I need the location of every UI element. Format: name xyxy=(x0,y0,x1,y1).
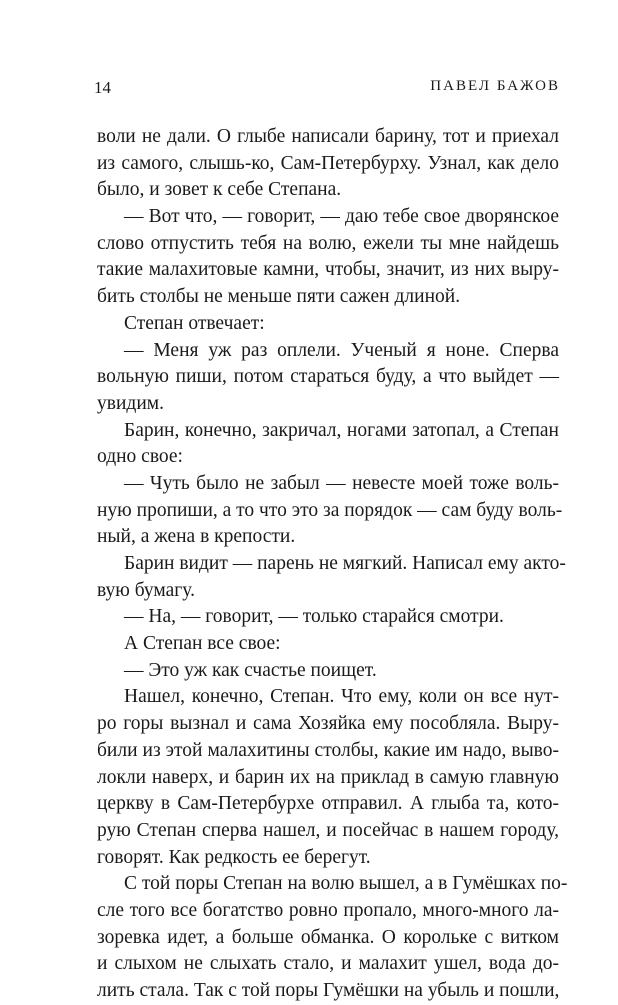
text-line: вольную пиши, потом стараться буду, а что выйдет — xyxy=(97,366,559,388)
text-line: — Меня уж раз оплели. Ученый я ноне. Сперва xyxy=(124,339,559,361)
text-line: было, и зовет к себе Степана. xyxy=(97,179,342,201)
text-line: и слыхом не слыхать стало, и малахит ушел, вода до- xyxy=(97,953,559,975)
text-line: церкву в Сам-Петербурхе отправил. А глыба та, кото- xyxy=(97,793,559,815)
text-line: сле того все богатство ровно пропало, много-много ла- xyxy=(97,899,559,921)
text-line: ро горы вызнал и сама Хозяйка ему пособляла. Выру- xyxy=(97,713,559,735)
text-line: ную пропиши, а то что это за порядок — сам буду воль- xyxy=(97,499,563,521)
text-line: из самого, слышь-ко, Сам-Петербурху. Узнал, как дело xyxy=(97,152,559,174)
text-line: рую Степан сперва нашел, и посейчас в нашем городу, xyxy=(97,819,559,841)
text-line: лить стала. Так с той поры Гумёшки на убыль и пошли, xyxy=(97,980,560,1001)
page-number: 14 xyxy=(94,78,111,97)
text-line: Нашел, конечно, Степан. Что ему, коли он все нут- xyxy=(124,686,559,708)
text-line: — Вот что, — говорит, — даю тебе свое дворянское xyxy=(124,206,559,228)
text-line: Барин, конечно, закричал, ногами затопал, а Степан xyxy=(124,419,559,441)
text-line: говорят. Как редкость ее берегут. xyxy=(97,846,371,868)
text-line: увидим. xyxy=(97,392,164,414)
text-line: С той поры Степан на волю вышел, а в Гумёшках по- xyxy=(124,873,568,895)
text-line: такие малахитовые камни, чтобы, значит, из них выру- xyxy=(97,259,559,281)
text-line: вую бумагу. xyxy=(97,579,195,601)
text-line: А Степан все свое: xyxy=(124,633,281,655)
text-line: Степан отвечает: xyxy=(124,312,265,334)
body-text xyxy=(97,124,568,1005)
text-line: слово отпустить тебя на волю, ежели ты мне найдешь xyxy=(97,232,559,254)
text-line: локли наверх, и барин их на приклад в самую главную xyxy=(97,766,559,788)
running-head xyxy=(94,78,560,102)
text-line: били из этой малахитины столбы, какие им надо, выво- xyxy=(97,739,559,761)
text-line: зоревка идет, а больше обманка. О корольке с витком xyxy=(97,926,559,948)
running-title-author: ПАВЕЛ БАЖОВ xyxy=(430,78,560,94)
text-line: одно свое: xyxy=(97,446,183,468)
text-line: воли не дали. О глыбе написали барину, тот и приехал xyxy=(97,126,559,147)
text-line: ный, а жена в крепости. xyxy=(97,526,296,548)
text-line: — Чуть было не забыл — невесте моей тоже воль- xyxy=(124,472,559,494)
text-line: — На, — говорит, — только старайся смотри. xyxy=(124,606,504,628)
text-line: Барин видит — парень не мягкий. Написал ему акто- xyxy=(124,553,566,574)
text-line: бить столбы не меньше пяти сажен длиной. xyxy=(97,286,461,308)
text-line: — Это уж как счастье поищет. xyxy=(124,659,377,681)
